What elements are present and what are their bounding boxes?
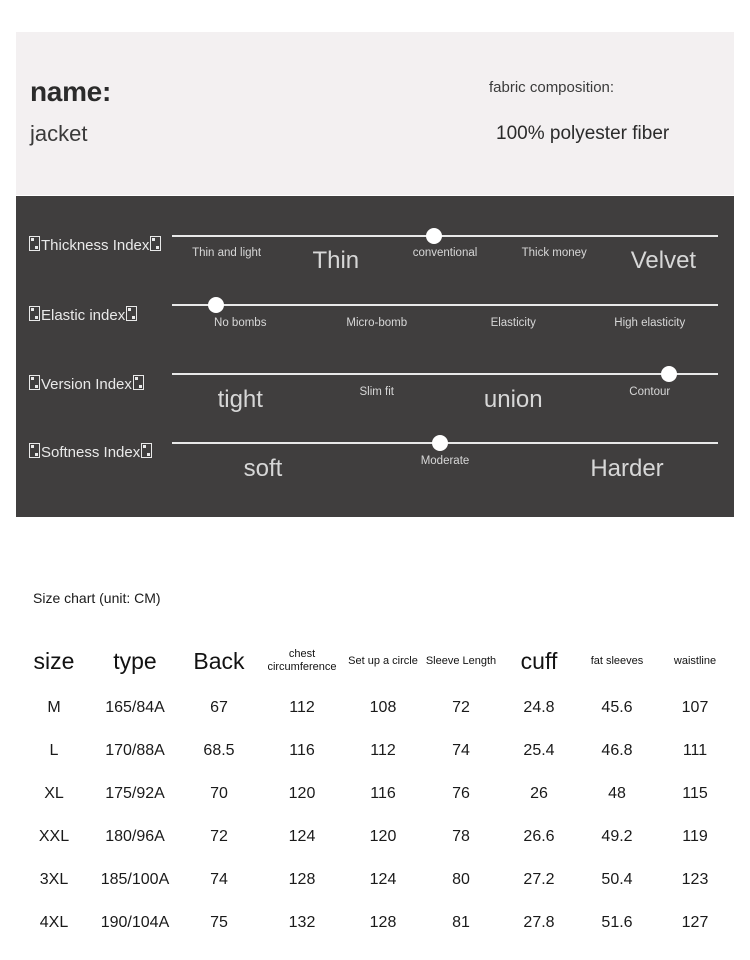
table-cell: 128	[288, 870, 316, 888]
size-chart-column-header: fat sleeves	[590, 654, 644, 667]
fabric-indices-panel	[16, 196, 734, 517]
table-cell: 68.5	[203, 741, 235, 759]
size-chart-body	[16, 686, 734, 944]
table-cell: 119	[682, 827, 708, 845]
slider-row-label	[28, 306, 178, 324]
table-cell: XL	[44, 784, 64, 802]
size-chart-column-header: Sleeve Length	[425, 654, 497, 667]
missing-glyph-icon	[29, 375, 40, 390]
table-cell: 108	[369, 698, 397, 716]
slider-tick-label: soft	[243, 455, 283, 482]
slider-track[interactable]	[172, 373, 718, 375]
table-cell: 72	[452, 698, 470, 716]
missing-glyph-icon	[141, 443, 152, 458]
table-cell: 116	[370, 784, 396, 802]
size-chart-header-row	[16, 636, 734, 686]
slider-tick-label: conventional	[412, 247, 478, 259]
product-name-label: name:	[30, 76, 111, 107]
table-cell: 67	[210, 698, 228, 716]
missing-glyph-icon	[29, 443, 40, 458]
table-cell: 26	[530, 784, 548, 802]
slider-tick-labels	[172, 455, 718, 483]
table-cell: 70	[210, 784, 228, 802]
slider-track[interactable]	[172, 304, 718, 306]
slider-tick-label: Elasticity	[490, 317, 536, 329]
missing-glyph-icon	[29, 306, 40, 321]
table-cell: 123	[681, 870, 709, 888]
table-row	[16, 772, 734, 815]
slider-tick-labels	[172, 317, 718, 330]
table-row	[16, 858, 734, 901]
table-cell: 124	[288, 827, 316, 845]
table-row	[16, 686, 734, 729]
table-cell: XXL	[38, 827, 70, 845]
fabric-composition-label: fabric composition:	[489, 79, 615, 96]
slider-track-wrap[interactable]	[172, 366, 718, 382]
slider-thumb[interactable]	[426, 228, 442, 244]
slider-tick-label: Micro-bomb	[346, 317, 408, 329]
table-cell: 127	[681, 913, 709, 931]
missing-glyph-icon	[150, 236, 161, 251]
slider-tick-label: Thin	[312, 247, 360, 274]
table-cell: 27.2	[523, 870, 555, 888]
slider-track-wrap[interactable]	[172, 297, 718, 313]
slider-row-label-text: Version Index	[41, 376, 132, 393]
table-row	[16, 815, 734, 858]
missing-glyph-icon	[126, 306, 137, 321]
table-cell: 76	[452, 784, 470, 802]
table-cell: 116	[289, 741, 315, 759]
table-cell: 50.4	[601, 870, 633, 888]
table-row	[16, 901, 734, 944]
product-name-value: jacket	[30, 121, 88, 146]
table-cell: 51.6	[601, 913, 633, 931]
slider-tick-label: tight	[217, 386, 263, 413]
table-cell: 4XL	[39, 913, 69, 931]
slider-row-label-text: Elastic index	[41, 307, 126, 324]
table-cell: 74	[210, 870, 228, 888]
table-cell: 49.2	[601, 827, 633, 845]
slider-tick-label: Harder	[590, 455, 664, 482]
slider-tick-label: Velvet	[630, 247, 697, 274]
table-cell: 45.6	[601, 698, 633, 716]
table-cell: 74	[452, 741, 470, 759]
table-cell: 46.8	[601, 741, 633, 759]
table-cell: 81	[452, 913, 470, 931]
slider-tick-labels	[172, 247, 718, 275]
slider-tick-label: union	[483, 386, 543, 413]
table-cell: 132	[288, 913, 316, 931]
slider-row-label-text: Softness Index	[41, 444, 141, 461]
slider-track[interactable]	[172, 235, 718, 237]
table-cell: 24.8	[523, 698, 555, 716]
slider-row-label	[28, 375, 178, 393]
size-chart-column-header: type	[113, 647, 157, 674]
table-cell: M	[47, 698, 61, 716]
slider-track-wrap[interactable]	[172, 435, 718, 451]
table-cell: 115	[682, 784, 708, 802]
table-row	[16, 729, 734, 772]
slider-tick-label: No bombs	[214, 317, 267, 329]
table-cell: 72	[210, 827, 228, 845]
slider-row-label	[28, 236, 178, 254]
slider-tick-label: Moderate	[420, 455, 470, 467]
table-cell: 26.6	[523, 827, 555, 845]
size-chart-column-header: chest circumference	[267, 648, 337, 673]
table-cell: 112	[370, 741, 396, 759]
table-cell: 120	[288, 784, 316, 802]
table-cell: 25.4	[523, 741, 555, 759]
missing-glyph-icon	[29, 236, 40, 251]
table-cell: 170/88A	[105, 741, 165, 759]
slider-tick-label: Slim fit	[359, 386, 394, 398]
size-chart-column-header: Back	[193, 647, 245, 674]
slider-track-wrap[interactable]	[172, 228, 718, 244]
slider-tick-label: Thick money	[521, 247, 587, 259]
size-chart-title: Size chart (unit: CM)	[33, 590, 161, 606]
slider-thumb[interactable]	[208, 297, 224, 313]
table-cell: 124	[369, 870, 397, 888]
slider-tick-label: Contour	[629, 386, 671, 398]
table-cell: 190/104A	[100, 913, 170, 931]
size-chart-column-header: size	[33, 647, 75, 674]
size-chart-table	[16, 636, 734, 944]
slider-tick-label: High elasticity	[614, 317, 686, 329]
table-cell: 78	[452, 827, 470, 845]
slider-thumb[interactable]	[661, 366, 677, 382]
table-cell: 27.8	[523, 913, 555, 931]
table-cell: 180/96A	[105, 827, 165, 845]
fabric-composition-value: 100% polyester fiber	[496, 123, 670, 144]
slider-row-label	[28, 443, 178, 461]
table-cell: 107	[681, 698, 709, 716]
size-chart-column-header: waistline	[673, 654, 717, 667]
table-cell: 3XL	[39, 870, 69, 888]
size-chart-column-header: cuff	[520, 647, 558, 674]
table-cell: 165/84A	[105, 698, 165, 716]
table-cell: 128	[369, 913, 397, 931]
missing-glyph-icon	[133, 375, 144, 390]
slider-tick-labels	[172, 386, 718, 414]
table-cell: 48	[608, 784, 626, 802]
table-cell: 80	[452, 870, 470, 888]
table-cell: 112	[289, 698, 315, 716]
table-cell: 175/92A	[105, 784, 165, 802]
table-cell: 75	[210, 913, 228, 931]
slider-thumb[interactable]	[432, 435, 448, 451]
product-header-band	[16, 32, 734, 195]
slider-row-label-text: Thickness Index	[41, 237, 150, 254]
table-cell: 120	[369, 827, 397, 845]
size-chart-column-header: Set up a circle	[348, 654, 418, 667]
table-cell: L	[49, 741, 59, 759]
table-cell: 185/100A	[100, 870, 170, 888]
table-cell: 111	[682, 741, 708, 759]
slider-tick-label: Thin and light	[192, 247, 262, 259]
